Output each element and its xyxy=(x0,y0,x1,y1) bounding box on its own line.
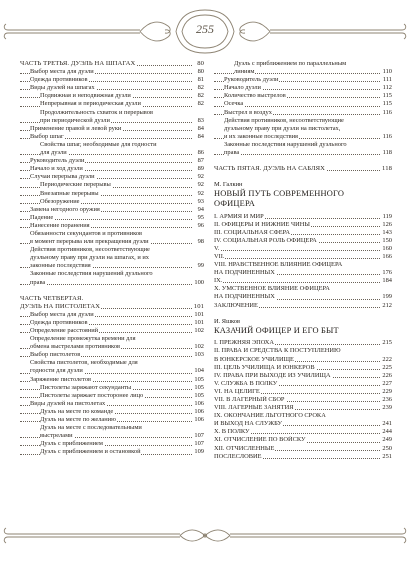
toc-entry-page: 101 xyxy=(193,302,204,310)
toc-entry-title: Обезоружение xyxy=(40,197,80,205)
toc-entry[interactable] xyxy=(214,302,392,310)
toc-entry[interactable] xyxy=(20,100,204,108)
toc-entry-title: Дуэль с приближением и остановкой xyxy=(40,448,141,456)
toc-entry[interactable] xyxy=(20,335,204,343)
toc-entry[interactable] xyxy=(214,285,392,293)
toc-entry-page: 92 xyxy=(197,189,204,197)
toc-entry[interactable] xyxy=(214,347,392,355)
toc-entry-title: права xyxy=(224,149,240,157)
toc-entry[interactable] xyxy=(20,238,204,246)
toc-entry-title: V. xyxy=(214,244,220,252)
toc-right-column xyxy=(214,60,392,461)
toc-entry[interactable] xyxy=(20,246,204,254)
spacer xyxy=(214,157,392,165)
toc-entry-title: Периодические перерывы xyxy=(40,181,111,189)
toc-entry-title: VII. xyxy=(214,252,225,260)
toc-entry-title: Начало и ход дуэли xyxy=(30,165,83,173)
toc-entry[interactable] xyxy=(214,404,392,412)
toc-entry-title: Случаи перерыва дуэли xyxy=(30,173,95,181)
toc-entry-title: Внезапные перерывы xyxy=(40,189,99,197)
spacer xyxy=(214,310,392,318)
toc-entry[interactable] xyxy=(20,165,204,173)
toc-entry-page: 94 xyxy=(197,205,204,213)
toc-entry-page: 126 xyxy=(382,220,392,228)
toc-entry-page: 101 xyxy=(194,318,204,326)
toc-entry-title: Действия противников, несоответствующие xyxy=(224,116,344,124)
toc-entry-title: Нанесение поранения xyxy=(30,221,90,229)
toc-entry[interactable] xyxy=(214,356,392,364)
toc-entry[interactable] xyxy=(214,149,392,157)
toc-entry[interactable] xyxy=(214,229,392,237)
toc-entry-page: 100 xyxy=(194,278,204,286)
toc-entry-page: 244 xyxy=(382,428,392,436)
toc-entry[interactable] xyxy=(20,173,204,181)
toc-entry-page: 106 xyxy=(194,416,204,424)
toc-entry[interactable] xyxy=(20,262,204,270)
toc-entry[interactable] xyxy=(20,149,204,157)
toc-entry[interactable] xyxy=(20,279,204,287)
toc-entry[interactable] xyxy=(214,269,392,277)
toc-entry-page: 107 xyxy=(194,432,204,440)
section-title: КАЗАЧИЙ ОФИЦЕР И ЕГО БЫТ xyxy=(214,325,339,335)
toc-entry-title: Пистолеты заряжают секунданты xyxy=(40,383,132,391)
toc-entry-title: III. СОЦИАЛЬНАЯ СФЕРА xyxy=(214,228,290,236)
toc-entry-title: Осечка xyxy=(224,100,244,108)
toc-entry[interactable] xyxy=(214,436,392,444)
toc-entry-page: 229 xyxy=(382,387,392,395)
toc-entry-title: I. АРМИЯ И МИР xyxy=(214,212,264,220)
toc-entry[interactable] xyxy=(20,254,204,262)
toc-entry-page: 118 xyxy=(382,165,392,173)
toc-entry[interactable] xyxy=(214,237,392,245)
toc-entry-page: 111 xyxy=(382,76,392,84)
toc-part-heading[interactable] xyxy=(20,303,204,311)
toc-entry-title: ДУЭЛЬ НА ПИСТОЛЕТАХ xyxy=(20,302,101,310)
toc-entry[interactable] xyxy=(20,230,204,238)
toc-entry-page: 160 xyxy=(382,244,392,252)
toc-entry[interactable] xyxy=(214,92,392,100)
toc-entry[interactable] xyxy=(20,343,204,351)
toc-entry-page: 115 xyxy=(382,100,392,108)
toc-entry[interactable] xyxy=(214,445,392,453)
leader-dots xyxy=(214,250,380,251)
toc-entry-page: 81 xyxy=(197,76,204,84)
toc-entry[interactable] xyxy=(20,84,204,92)
toc-entry-page: 84 xyxy=(197,124,204,132)
leader-dots xyxy=(214,282,380,283)
toc-entry-page: 166 xyxy=(382,252,392,260)
toc-entry[interactable] xyxy=(20,76,204,84)
toc-entry-page: 112 xyxy=(382,84,392,92)
toc-entry[interactable] xyxy=(214,420,392,428)
toc-entry-title: И ВЫХОД НА СЛУЖБУ xyxy=(214,420,283,428)
toc-entry-title: Свойства пистолетов, необходимые для xyxy=(30,359,138,367)
toc-part-heading[interactable] xyxy=(214,165,392,173)
toc-entry[interactable] xyxy=(20,440,204,448)
toc-entry[interactable] xyxy=(20,448,204,456)
toc-entry[interactable] xyxy=(20,181,204,189)
toc-entry-page: 80 xyxy=(197,68,204,76)
toc-entry[interactable] xyxy=(20,222,204,230)
toc-entry[interactable] xyxy=(20,125,204,133)
toc-entry-title: ЧАСТЬ ЧЕТВЕРТАЯ. xyxy=(20,294,84,302)
toc-entry-page: 249 xyxy=(382,436,392,444)
toc-entry[interactable] xyxy=(214,339,392,347)
toc-entry-title: дуэльному праву при дуэли на пистолетах, xyxy=(224,124,341,132)
toc-entry[interactable] xyxy=(20,190,204,198)
toc-entry-title: Пистолеты заряжает посторонее лицо xyxy=(40,391,144,399)
toc-entry-title: IX. xyxy=(214,277,223,285)
toc-entry-page: 96 xyxy=(197,221,204,229)
toc-entry[interactable] xyxy=(20,327,204,335)
toc-entry-title: Законные последствия нарушений дуэльного xyxy=(30,270,153,278)
toc-entry-title: права xyxy=(30,278,46,286)
toc-left-column xyxy=(20,60,204,457)
toc-entry-title: I. ПРЕЖНЯЯ ЭПОХА xyxy=(214,339,275,347)
toc-entry-page: 110 xyxy=(382,68,392,76)
toc-entry[interactable] xyxy=(214,453,392,461)
toc-entry[interactable] xyxy=(20,214,204,222)
toc-entry-page: 143 xyxy=(382,228,392,236)
toc-entry-title: Выбор шпаг xyxy=(30,132,64,140)
toc-entry-page: 116 xyxy=(382,132,392,140)
footer-ornament xyxy=(0,524,410,546)
toc-entry-title: III. ЦЕЛЬ УЧИЛИЩА И ЮНКЕРОВ xyxy=(214,363,315,371)
toc-entry-page: 92 xyxy=(197,181,204,189)
toc-entry-title: Действия противников, несоответствующие xyxy=(30,246,150,254)
toc-entry-page: 107 xyxy=(194,440,204,448)
leader-dots xyxy=(214,258,380,259)
spacer xyxy=(214,173,392,181)
toc-entry-page: 251 xyxy=(382,452,392,460)
toc-entry[interactable] xyxy=(214,396,392,404)
toc-entry[interactable] xyxy=(214,261,392,269)
toc-entry-page: 212 xyxy=(382,301,392,309)
toc-entry-title: при периодической дуэли xyxy=(40,116,110,124)
toc-entry-page: 95 xyxy=(197,213,204,221)
toc-entry-title: Свойства шпаг, необходимые для годности xyxy=(40,140,157,148)
toc-entry[interactable] xyxy=(214,60,392,68)
toc-entry-title: Количество выстрелов xyxy=(224,92,286,100)
toc-entry-page: 92 xyxy=(197,173,204,181)
toc-entry-page: 239 xyxy=(382,404,392,412)
toc-entry-title: Выбор пистолетов xyxy=(30,351,81,359)
toc-entry-title: Подвижная и неподвижная дуэли xyxy=(40,92,131,100)
toc-entry-page: 222 xyxy=(382,355,392,363)
toc-entry-page: 102 xyxy=(194,343,204,351)
toc-entry-title: IV. ПРАВА ПРИ ВЫХОДЕ ИЗ УЧИЛИЩА xyxy=(214,371,331,379)
toc-entry-title: VIII. НРАВСТВЕННОЕ ВЛИЯНИЕ ОФИЦЕРА xyxy=(214,261,343,269)
toc-entry-page: 115 xyxy=(382,92,392,100)
toc-entry-title: Дуэль на месте по желанию xyxy=(40,416,116,424)
toc-entry-page: 106 xyxy=(194,407,204,415)
toc-entry-title: Дуэль на месте по команде xyxy=(40,407,114,415)
toc-entry[interactable] xyxy=(214,277,392,285)
toc-entry-page: 150 xyxy=(382,236,392,244)
toc-entry-title: выстрелами xyxy=(40,432,73,440)
toc-entry-title: Начало дуэли xyxy=(224,84,261,92)
toc-entry-page: 118 xyxy=(382,149,392,157)
toc-entry[interactable] xyxy=(214,428,392,436)
toc-entry[interactable] xyxy=(20,157,204,165)
toc-part-heading[interactable] xyxy=(20,295,204,303)
toc-entry-page: 89 xyxy=(197,165,204,173)
toc-entry-title: НА ПОДЧИНЕННЫХ xyxy=(214,269,275,277)
toc-entry[interactable] xyxy=(214,213,392,221)
toc-entry[interactable] xyxy=(20,92,204,100)
toc-entry-title: Непрерывная и периодическая дуэли xyxy=(40,100,141,108)
toc-entry[interactable] xyxy=(20,311,204,319)
toc-entry-page: 105 xyxy=(194,391,204,399)
toc-entry-page: 80 xyxy=(197,60,204,67)
toc-entry[interactable] xyxy=(214,245,392,253)
toc-entry-title: X. В ПОЛКУ xyxy=(214,428,250,436)
toc-entry[interactable] xyxy=(20,198,204,206)
toc-entry-title: X. УМСТВЕННОЕ ВЛИЯНИЕ ОФИЦЕРА xyxy=(214,285,330,293)
toc-entry-title: законные последствия xyxy=(30,262,91,270)
toc-entry-page: 119 xyxy=(382,212,392,220)
toc-entry[interactable] xyxy=(214,364,392,372)
toc-entry-title: ЗАКЛЮЧЕНИЕ xyxy=(214,301,258,309)
toc-entry-page: 86 xyxy=(197,149,204,157)
toc-entry-title: Дуэль с приближением xyxy=(40,440,103,448)
toc-entry-page: 236 xyxy=(382,395,392,403)
toc-entry-title: XII. ОТЧИСЛЕННЫЕ xyxy=(214,444,275,452)
toc-entry[interactable] xyxy=(20,432,204,440)
toc-entry-page: 102 xyxy=(194,327,204,334)
toc-entry-title: VII. В ЛАГЕРНЫЙ СБОР xyxy=(214,395,285,403)
toc-entry-title: В ЮНКЕРСКОЕ УЧИЛИЩЕ xyxy=(214,355,294,363)
toc-entry-title: и их законные последствия xyxy=(224,132,298,140)
toc-entry[interactable] xyxy=(20,133,204,141)
toc-entry-title: Выбор места для дуэли xyxy=(30,68,94,76)
toc-entry[interactable] xyxy=(20,376,204,384)
toc-entry-page: 82 xyxy=(197,100,204,108)
toc-entry-title: IX. ОКОНЧАНИЕ ЛЬГОТНОГО СРОКА xyxy=(214,412,326,420)
section-author: М. Галкин xyxy=(214,181,243,189)
toc-entry-title: ЧАСТЬ ПЯТАЯ. ДУЭЛЬ НА САБЛЯХ xyxy=(214,165,325,173)
toc-entry-title: VIII. ЛАГЕРНЫЕ ЗАНЯТИЯ xyxy=(214,404,294,412)
toc-entry-page: 105 xyxy=(194,383,204,391)
page-number: 255 xyxy=(196,22,214,36)
toc-entry-page: 105 xyxy=(194,375,204,383)
toc-entry-title: Падение xyxy=(30,213,54,221)
toc-entry[interactable] xyxy=(214,141,392,149)
section-author: И. Яшков xyxy=(214,317,240,325)
toc-entry-title: Руководитель дуэли xyxy=(30,157,85,165)
toc-entry-title: II. ОФИЦЕРЫ И НИЖНИЕ ЧИНЫ xyxy=(214,220,310,228)
toc-entry-title: Одежда противников xyxy=(30,76,88,84)
toc-entry-page: 116 xyxy=(382,108,392,116)
toc-entry-title: обмена выстрелами противников xyxy=(30,343,121,351)
toc-entry[interactable] xyxy=(214,380,392,388)
toc-entry[interactable] xyxy=(20,400,204,408)
toc-entry-page: 109 xyxy=(194,448,204,456)
toc-entry[interactable] xyxy=(20,367,204,375)
toc-entry-title: Выбор места для дуэли xyxy=(30,310,94,318)
toc-entry-title: для дуэли xyxy=(40,149,67,157)
toc-entry-page: 184 xyxy=(382,277,392,285)
toc-entry-title: II. ПРАВА И СРЕДСТВА К ПОСТУПЛЕНИЮ xyxy=(214,347,341,355)
toc-entry-title: ПОСЛЕСЛОВИЕ xyxy=(214,452,262,460)
toc-entry-page: 83 xyxy=(197,116,204,124)
toc-entry-page: 103 xyxy=(194,351,204,359)
toc-entry-title: Виды дуэлей на шпагах xyxy=(30,84,95,92)
toc-entry[interactable] xyxy=(214,133,392,141)
toc-entry[interactable] xyxy=(20,319,204,327)
toc-entry-page: 250 xyxy=(382,444,392,452)
toc-entry-title: Применение правой и левой руки xyxy=(30,124,122,132)
section-title: НОВЫЙ ПУТЬ СОВРЕМЕННОГО xyxy=(214,189,345,199)
section-title: ОФИЦЕРА xyxy=(214,198,256,208)
toc-entry[interactable] xyxy=(20,384,204,392)
toc-entry-title: Одежда противников xyxy=(30,318,88,326)
toc-entry-title: НА ПОДЧИНЕННЫХ xyxy=(214,293,275,301)
toc-entry[interactable] xyxy=(214,117,392,125)
toc-entry[interactable] xyxy=(214,372,392,380)
toc-entry-title: Руководитель дуэли xyxy=(224,76,279,84)
toc-entry-title: линиям xyxy=(234,68,255,76)
toc-entry[interactable] xyxy=(20,351,204,359)
toc-entry-page: 176 xyxy=(382,269,392,277)
toc-entry-title: Законные последствия нарушений дуэльного xyxy=(224,140,347,148)
toc-entry[interactable] xyxy=(214,76,392,84)
toc-entry-title: Виды дуэлей на пистолетах xyxy=(30,399,106,407)
toc-entry[interactable] xyxy=(20,117,204,125)
toc-entry[interactable] xyxy=(214,293,392,301)
toc-entry-page: 82 xyxy=(197,84,204,92)
toc-entry-title: Выстрел в воздух xyxy=(224,108,272,116)
toc-entry[interactable] xyxy=(214,109,392,117)
toc-entry-title: дуэльному праву при дуэли на шпагах, и их xyxy=(30,254,149,262)
toc-entry[interactable] xyxy=(20,392,204,400)
toc-entry[interactable] xyxy=(214,253,392,261)
toc-entry[interactable] xyxy=(214,412,392,420)
toc-entry[interactable] xyxy=(214,84,392,92)
toc-entry[interactable] xyxy=(20,68,204,76)
toc-entry[interactable] xyxy=(214,125,392,133)
toc-entry-page: 101 xyxy=(194,310,204,318)
toc-entry-page: 199 xyxy=(382,293,392,301)
toc-entry[interactable] xyxy=(214,388,392,396)
toc-entry-page: 227 xyxy=(382,379,392,387)
toc-entry-page: 241 xyxy=(382,420,392,428)
toc-entry-page: 82 xyxy=(197,92,204,100)
toc-entry-title: Обязанности секундантов и противников xyxy=(30,229,143,237)
toc-entry-page: 104 xyxy=(194,367,204,375)
toc-entry-title: годности для дуэли xyxy=(30,367,83,375)
toc-entry-page: 106 xyxy=(194,399,204,407)
toc-entry-page: 215 xyxy=(382,339,392,347)
toc-entry-title: XI. ОТЧИСЛЕНИЕ ПО ВОЙСКУ xyxy=(214,436,306,444)
toc-entry[interactable] xyxy=(20,109,204,117)
toc-entry[interactable] xyxy=(20,141,204,149)
toc-entry-title: IV. СОЦИАЛЬНАЯ РОЛЬ ОФИЦЕРА xyxy=(214,236,317,244)
spacer xyxy=(20,287,204,295)
toc-part-heading[interactable] xyxy=(20,60,204,68)
toc-entry[interactable] xyxy=(20,359,204,367)
toc-entry[interactable] xyxy=(20,416,204,424)
toc-entry-title: V. СЛУЖБА В ПОЛКУ xyxy=(214,379,278,387)
toc-entry[interactable] xyxy=(20,206,204,214)
toc-entry-title: Дуэль с приближением по параллельным xyxy=(234,60,347,67)
toc-entry-page: 98 xyxy=(197,238,204,246)
toc-entry-title: в момент перерыва или прекращения дуэли xyxy=(30,238,149,246)
toc-entry-title: Определение расстояний xyxy=(30,327,99,334)
toc-entry-page: 84 xyxy=(197,132,204,140)
toc-entry-page: 87 xyxy=(197,157,204,165)
toc-entry[interactable] xyxy=(214,68,392,76)
toc-entry-page: 93 xyxy=(197,197,204,205)
toc-entry[interactable] xyxy=(20,270,204,278)
toc-entry-page: 226 xyxy=(382,371,392,379)
toc-entry[interactable] xyxy=(214,100,392,108)
toc-entry-title: Продолжительность схваток и перерывов xyxy=(40,108,153,116)
toc-entry[interactable] xyxy=(20,408,204,416)
toc-entry-title: Определение промежутка времени для xyxy=(30,335,136,343)
toc-entry[interactable] xyxy=(214,221,392,229)
toc-entry-page: 99 xyxy=(197,262,204,270)
toc-entry-page: 225 xyxy=(382,363,392,371)
toc-entry[interactable] xyxy=(20,424,204,432)
toc-entry-title: VI. НА ЦЕЛИГЕ xyxy=(214,387,260,395)
toc-entry-title: Дуэль на месте с последовательными xyxy=(40,424,142,432)
toc-entry-title: Замена негодного оружия xyxy=(30,205,100,213)
toc-entry-title: ЧАСТЬ ТРЕТЬЯ. ДУЭЛЬ НА ШПАГАХ xyxy=(20,60,136,67)
toc-entry-title: Заряжение пистолетов xyxy=(30,375,92,383)
